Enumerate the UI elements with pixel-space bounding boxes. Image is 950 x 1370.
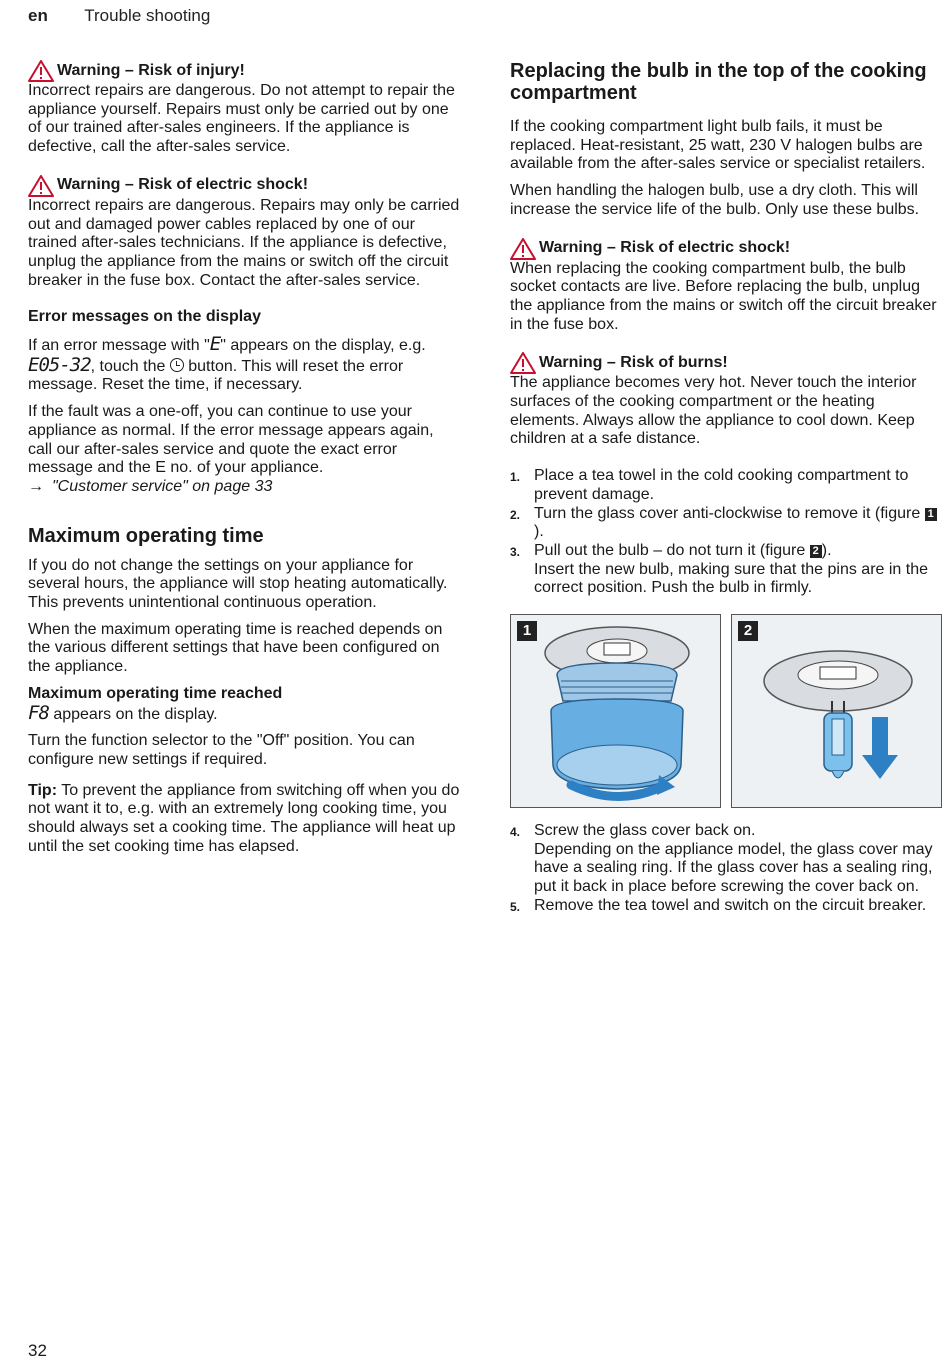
list-item: 5. Remove the tea towel and switch on the circuit breaker. xyxy=(510,896,927,914)
list-item: 2. Turn the glass cover anti-clockwise to remove it (figure 1). xyxy=(510,505,942,542)
warning-text: Incorrect repairs are dangerous. Do not attempt to repair the appliance yourself. Repairs must only be carried out by one of our trained after-sales engineers. If the appliance is defective, call the after-sales service. xyxy=(28,82,455,156)
max-time-reached-heading: Maximum operating time reached xyxy=(28,684,283,702)
figure-2 xyxy=(731,614,942,808)
figure-ref: 1 xyxy=(925,508,937,521)
figure-1 xyxy=(510,614,721,808)
warning-text: When replacing the cooking compartment bulb, the bulb socket contacts are live. Before replacing the bulb, unplug the appliance from the mains or switch off the circuit breaker in the fuse box. xyxy=(510,259,937,333)
tip-label: Tip: xyxy=(28,781,58,799)
warning-text: Incorrect repairs are dangerous. Repairs may only be carried out and damaged power cables replaced by one of our trained after-sales technicians. If the appliance is defective, unplug the appliance from the mains or switch off the circuit breaker in the fuse box. Contact the after-sales service. xyxy=(28,196,460,289)
steps-list-b xyxy=(510,822,942,916)
customer-service-link[interactable]: → "Customer service" on page 33 xyxy=(28,477,273,495)
warning-electric-shock xyxy=(510,238,942,335)
max-time-paragraph-3: Turn the function selector to the "Off" position. You can configure new settings if required. xyxy=(28,732,415,768)
warning-title: Warning – Risk of injury! xyxy=(57,61,245,79)
figure-badge: 1 xyxy=(517,621,537,641)
warning-injury xyxy=(28,60,460,157)
section-title: Trouble shooting xyxy=(84,6,211,25)
warning-text: The appliance becomes very hot. Never touch the interior surfaces of the cooking compartment or the heating elements. Always allow the appliance to cool down. Keep children at a safe distance. xyxy=(510,374,917,448)
clock-icon xyxy=(170,358,184,372)
error-fault-paragraph: If the fault was a one-off, you can continue to use your appliance as normal. If the error message appears again, call our after-sales service and quote the exact error message and the E no. of your appliance. xyxy=(28,403,434,477)
list-item: 1. Place a tea towel in the cold cooking compartment to prevent damage. xyxy=(510,467,909,503)
page-number: 32 xyxy=(28,1341,47,1360)
glass-cover-illustration xyxy=(511,615,723,809)
warning-title: Warning – Risk of burns! xyxy=(539,353,728,371)
page-header xyxy=(28,6,210,26)
replace-bulb-heading: Replacing the bulb in the top of the cooking compartment xyxy=(510,60,927,104)
warning-electric-shock xyxy=(28,175,460,291)
figure-badge: 2 xyxy=(738,621,758,641)
max-operating-time-heading: Maximum operating time xyxy=(28,524,264,547)
warning-burns xyxy=(510,352,942,449)
error-example-code: E05-32 xyxy=(28,353,91,376)
warning-title: Warning – Risk of electric shock! xyxy=(57,176,309,194)
warning-triangle-icon xyxy=(28,175,54,197)
warning-title: Warning – Risk of electric shock! xyxy=(539,239,791,257)
error-messages-paragraph: If an error message with "E" appears on the display, e.g. E05-32, touch the button. This will reset the error message. Reset the time, if necessary. xyxy=(28,333,426,394)
max-time-reached-text: F8 appears on the display. xyxy=(28,701,218,724)
tip-paragraph: Tip: To prevent the appliance from switching off when you do not want it to, e.g. with an extremely long cooking time, you should always set a cooking time. The appliance will heat up until the set cooking time has elapsed. xyxy=(28,781,460,855)
right-column xyxy=(510,60,942,916)
replace-bulb-paragraph-1: If the cooking compartment light bulb fails, it must be replaced. Heat-resistant, 25 watt, 230 V halogen bulbs are available from the after-sales service or specialist retailers. xyxy=(510,118,926,173)
warning-triangle-icon xyxy=(28,60,54,82)
language-code: en xyxy=(28,6,48,25)
figures-row xyxy=(510,614,942,808)
f8-code: F8 xyxy=(28,701,49,724)
error-code-glyph: E xyxy=(209,333,221,356)
warning-triangle-icon xyxy=(510,238,536,260)
warning-triangle-icon xyxy=(510,352,536,374)
max-time-paragraph-1: If you do not change the settings on your appliance for several hours, the appliance will stop heating automatically. This prevents unintentional continuous operation. xyxy=(28,556,448,612)
list-item: 4. Screw the glass cover back on. Depending on the appliance model, the glass cover may have a sealing ring. If the glass cover has a sealing ring, put it back in place before screwing the cover back on. xyxy=(510,822,933,896)
list-item: 3. Pull out the bulb – do not turn it (figure 2 ). Insert the new bulb, making sure that the pins are in the correct position. Push the bulb in firmly. xyxy=(510,541,929,597)
max-time-paragraph-2: When the maximum operating time is reached depends on the various different settings that have been configured on the appliance. xyxy=(28,620,443,676)
steps-list-a xyxy=(510,467,942,598)
bulb-illustration xyxy=(732,615,944,809)
error-messages-heading: Error messages on the display xyxy=(28,308,261,326)
replace-bulb-paragraph-2: When handling the halogen bulb, use a dry cloth. This will increase the service life of the bulb. Only use these bulbs. xyxy=(510,182,920,218)
figure-ref: 2 xyxy=(810,545,822,558)
left-column xyxy=(28,60,460,857)
arrow-right-icon: → xyxy=(28,477,44,495)
